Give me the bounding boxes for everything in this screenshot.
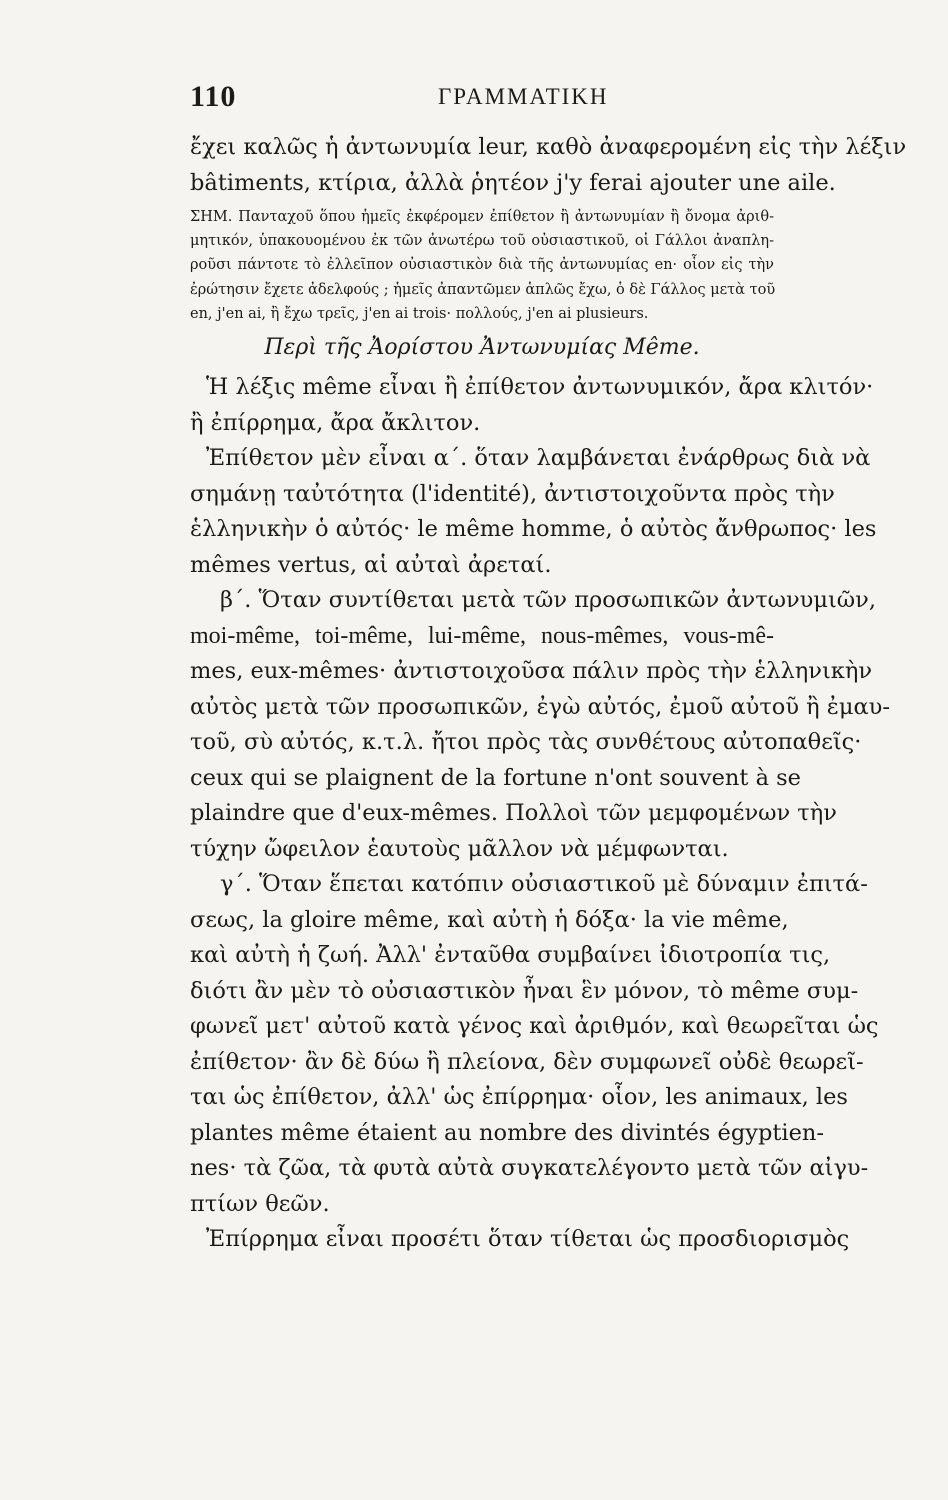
paragraph-3-line-2: moi-même, toi-même, lui-même, nous-mêmes, vous-mê- (190, 622, 774, 649)
paragraph-4-line-6: ἐπίθετον· ἂν δὲ δύω ἢ πλείονα, δὲν συμφωνεῖ οὐδὲ θεωρεῖ- (190, 1048, 864, 1075)
page-header (190, 80, 775, 116)
paragraph-4-line-8: plantes même étaient au nombre des divintés égyptien- (190, 1119, 824, 1146)
note-block (190, 205, 774, 326)
paragraph-5-line-1: Ἐπίρρημα εἶναι προσέτι ὅταν τίθεται ὡς προσδιορισμὸς (206, 1226, 850, 1253)
paragraph-4-line-1: γ΄. Ὅταν ἕπεται κατόπιν οὐσιαστικοῦ μὲ δύναμιν ἐπιτά- (220, 871, 868, 898)
paragraph-2-line-2: σημάνῃ ταὐτότητα (l'identité), ἀντιστοιχοῦντα πρὸς τὴν (190, 480, 835, 507)
section-heading: Περὶ τῆς Ἀορίστου Ἀντωνυμίας Même. (264, 335, 700, 361)
paragraph-3-line-6: ceux qui se plaignent de la fortune n'ont souvent à se (190, 764, 801, 791)
text-block (190, 130, 907, 1258)
paragraph-4-line-7: ται ὡς ἐπίθετον, ἀλλ' ὡς ἐπίρρημα· οἷον, les animaux, les (190, 1084, 848, 1111)
paragraph-3-line-5: τοῦ, σὺ αὐτός, κ.τ.λ. ἤτοι πρὸς τὰς συνθέτους αὐτοπαθεῖς· (190, 729, 862, 756)
page-number: 110 (190, 80, 237, 113)
paragraph-4-line-2: σεως, la gloire même, καὶ αὐτὴ ἡ δόξα· la vie même, (190, 906, 789, 933)
paragraph-2-line-3: ἑλληνικὴν ὁ αὐτός· le même homme, ὁ αὐτὸς ἄνθρωπος· les (190, 516, 877, 543)
paragraph-1-line-2: ἢ ἐπίρρημα, ἄρα ἄκλιτον. (190, 409, 481, 436)
note-line-5: en, j'en ai, ἢ ἔχω τρεῖς, j'en ai trois· πολλούς, j'en ai plusieurs. (190, 305, 649, 322)
note-line-2: μητικόν, ὑπακουομένου ἐκ τῶν ἀνωτέρω τοῦ οὐσιαστικοῦ, οἱ Γάλλοι ἀναπλη- (190, 233, 774, 250)
paragraph-4-line-4: διότι ἂν μὲν τὸ οὐσιαστικὸν ἦναι ἓν μόνον, τὸ même συμ- (190, 977, 859, 1004)
paragraph-3-line-1: β΄. Ὅταν συντίθεται μετὰ τῶν προσωπικῶν ἀντωνυμιῶν, (220, 587, 876, 614)
note-line-4: ἐρώτησιν ἔχετε ἀδελφούς ; ἡμεῖς ἀπαντῶμεν ἁπλῶς ἔχω, ὁ δὲ Γάλλος μετὰ τοῦ (190, 281, 776, 298)
paragraph-2-line-1: Ἐπίθετον μὲν εἶναι α΄. ὅταν λαμβάνεται ἐνάρθρως διὰ νὰ (206, 445, 871, 472)
note-line-1: ΣΗΜ. Πανταχοῦ ὅπου ἡμεῖς ἐκφέρομεν ἐπίθετον ἢ ἀντωνυμίαν ἢ ὄνομα ἀριθ- (190, 209, 774, 225)
paragraph-3-line-4: αὐτὸς μετὰ τῶν προσωπικῶν, ἐγὼ αὐτός, ἐμοῦ αὐτοῦ ἢ ἐμαυ- (190, 693, 890, 720)
paragraph-2-line-4: mêmes vertus, αἱ αὐταὶ ἀρεταί. (190, 551, 552, 578)
paragraph-3-line-3: mes, eux-mêmes· ἀντιστοιχοῦσα πάλιν πρὸς τὴν ἑλληνικὴν (190, 658, 872, 685)
intro-line-1: ἔχει καλῶς ἡ ἀντωνυμία leur, καθὸ ἀναφερομένη εἰς τὴν λέξιν (190, 134, 907, 160)
note-line-3: ροῦσι πάντοτε τὸ ἐλλεῖπον οὐσιαστικὸν διὰ τῆς ἀντωνυμίας en· οἷον εἰς τὴν (190, 257, 774, 274)
paragraph-1-line-1: Ἡ λέξις même εἶναι ἢ ἐπίθετον ἀντωνυμικόν, ἄρα κλιτόν· (206, 374, 874, 401)
paragraph-4-line-5: φωνεῖ μετ' αὐτοῦ κατὰ γένος καὶ ἀριθμόν, καὶ θεωρεῖται ὡς (190, 1013, 879, 1040)
paragraph-3-line-8: τύχην ὤφειλον ἑαυτοὺς μᾶλλον νὰ μέμφωνται. (190, 835, 729, 862)
intro-line-2: bâtiments, κτίρια, ἀλλὰ ῥητέον j'y ferai ajouter une aile. (190, 169, 836, 196)
paragraph-4-line-3: καὶ αὐτὴ ἡ ζωή. Ἀλλ' ἐνταῦθα συμβαίνει ἰδιοτροπία τις, (190, 942, 831, 969)
paragraph-4-line-9: nes· τὰ ζῶα, τὰ φυτὰ αὐτὰ συγκατελέγοντο μετὰ τῶν αἰγυ- (190, 1155, 869, 1182)
running-title: ΓΡΑΜΜΑΤΙΚΗ (438, 84, 609, 109)
paragraph-4-line-10: πτίων θεῶν. (190, 1190, 330, 1217)
paragraph-3-line-7: plaindre que d'eux-mêmes. Πολλοὶ τῶν μεμφομένων τὴν (190, 800, 837, 827)
